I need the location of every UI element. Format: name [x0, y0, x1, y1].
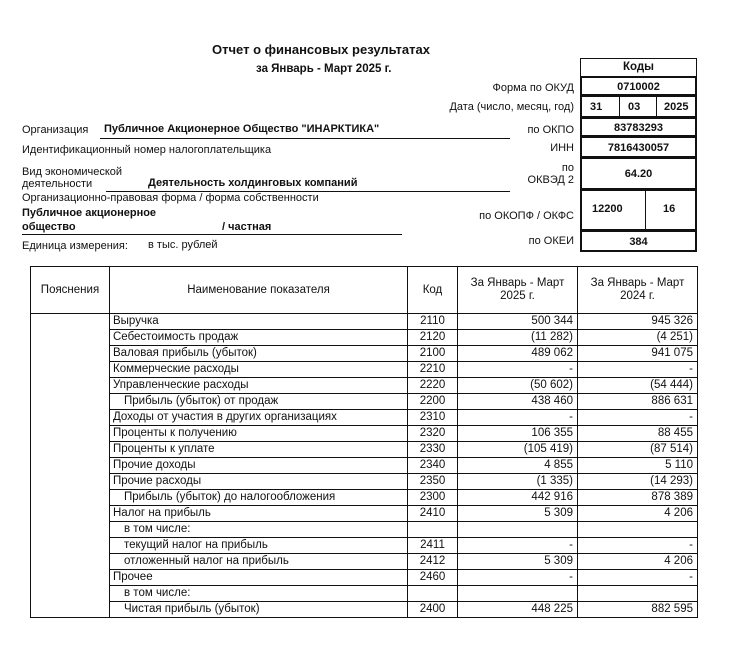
- legal-form-1: Публичное акционерное: [22, 207, 157, 219]
- row-name: текущий налог на прибыль: [110, 538, 408, 554]
- inn-label: Идентификационный номер налогоплательщика: [22, 144, 272, 156]
- codes-header: Коды: [580, 58, 697, 77]
- row-name: в том числе:: [110, 522, 408, 538]
- row-current-value: -: [458, 410, 578, 426]
- notes-cell: [31, 538, 110, 554]
- row-name: в том числе:: [110, 586, 408, 602]
- row-code: 2410: [408, 506, 458, 522]
- unit-value: в тыс. рублей: [148, 239, 218, 251]
- table-row: [31, 442, 698, 458]
- row-previous-value: [578, 586, 698, 602]
- inn-code-label: ИНН: [550, 142, 574, 154]
- row-code: [408, 586, 458, 602]
- row-previous-value: -: [578, 538, 698, 554]
- notes-cell: [31, 346, 110, 362]
- row-current-value: (11 282): [458, 330, 578, 346]
- activity-label-2: деятельности: [22, 178, 93, 190]
- row-code: 2120: [408, 330, 458, 346]
- notes-cell: [31, 506, 110, 522]
- legal-form-label: Организационно-правовая форма / форма собственности: [22, 192, 319, 204]
- table-row: [31, 378, 698, 394]
- row-code: 2310: [408, 410, 458, 426]
- row-current-value: (1 335): [458, 474, 578, 490]
- okud-value: 0710002: [580, 76, 697, 96]
- row-name: Прибыль (убыток) до налогообложения: [110, 490, 408, 506]
- row-name: Себестоимость продаж: [110, 330, 408, 346]
- notes-cell: [31, 442, 110, 458]
- row-previous-value: (14 293): [578, 474, 698, 490]
- notes-cell: [31, 522, 110, 538]
- row-name: Доходы от участия в других организациях: [110, 410, 408, 426]
- row-current-value: 489 062: [458, 346, 578, 362]
- okopf-label: по ОКОПФ / ОКФС: [479, 210, 574, 222]
- row-current-value: 106 355: [458, 426, 578, 442]
- row-previous-value: (4 251): [578, 330, 698, 346]
- table-row: [31, 522, 698, 538]
- okei-label: по ОКЕИ: [528, 235, 574, 247]
- table-row: [31, 570, 698, 586]
- row-current-value: 442 916: [458, 490, 578, 506]
- row-previous-value: 878 389: [578, 490, 698, 506]
- row-name: Выручка: [110, 314, 408, 330]
- okpo-label: по ОКПО: [527, 124, 574, 136]
- table-row: [31, 410, 698, 426]
- col-current-header: За Январь - Март 2025 г.: [458, 267, 578, 314]
- org-label: Организация: [22, 124, 89, 136]
- table-row: [31, 586, 698, 602]
- row-current-value: -: [458, 538, 578, 554]
- row-code: 2400: [408, 602, 458, 618]
- ownership-value: / частная: [222, 221, 272, 233]
- table-row: [31, 426, 698, 442]
- notes-cell: [31, 458, 110, 474]
- row-previous-value: -: [578, 362, 698, 378]
- row-code: 2210: [408, 362, 458, 378]
- table-row: [31, 458, 698, 474]
- notes-cell: [31, 554, 110, 570]
- okopf-box: [580, 189, 697, 231]
- okopf-value: 12200: [592, 203, 623, 215]
- table-row: [31, 474, 698, 490]
- okei-value: 384: [580, 230, 697, 252]
- row-name: Проценты к получению: [110, 426, 408, 442]
- row-name: Проценты к уплате: [110, 442, 408, 458]
- row-current-value: [458, 522, 578, 538]
- row-previous-value: -: [578, 410, 698, 426]
- notes-cell: [31, 474, 110, 490]
- row-previous-value: 88 455: [578, 426, 698, 442]
- row-previous-value: 886 631: [578, 394, 698, 410]
- financial-results-table: [30, 266, 698, 618]
- row-current-value: (50 602): [458, 378, 578, 394]
- notes-cell: [31, 362, 110, 378]
- row-code: 2220: [408, 378, 458, 394]
- row-previous-value: 5 110: [578, 458, 698, 474]
- row-code: 2412: [408, 554, 458, 570]
- row-current-value: 4 855: [458, 458, 578, 474]
- row-name: Валовая прибыль (убыток): [110, 346, 408, 362]
- table-row: [31, 490, 698, 506]
- row-current-value: 448 225: [458, 602, 578, 618]
- okud-label: Форма по ОКУД: [492, 82, 574, 94]
- row-code: 2330: [408, 442, 458, 458]
- notes-cell: [31, 602, 110, 618]
- col-name-header: Наименование показателя: [110, 267, 408, 314]
- row-current-value: 5 309: [458, 554, 578, 570]
- row-current-value: (105 419): [458, 442, 578, 458]
- row-name: Прочие доходы: [110, 458, 408, 474]
- row-previous-value: 882 595: [578, 602, 698, 618]
- okved-value: 64.20: [580, 157, 697, 190]
- org-name: Публичное Акционерное Общество "ИНАРКТИКА": [104, 123, 380, 135]
- col-notes-header: Пояснения: [31, 267, 110, 314]
- row-current-value: -: [458, 570, 578, 586]
- row-code: 2320: [408, 426, 458, 442]
- okfs-value: 16: [663, 203, 676, 215]
- row-code: 2340: [408, 458, 458, 474]
- row-code: 2110: [408, 314, 458, 330]
- notes-cell: [31, 586, 110, 602]
- row-name: Чистая прибыль (убыток): [110, 602, 408, 618]
- date-day: 31: [590, 101, 603, 113]
- table-row: [31, 330, 698, 346]
- notes-cell: [31, 410, 110, 426]
- notes-cell: [31, 570, 110, 586]
- date-year: 2025: [664, 101, 689, 113]
- notes-cell: [31, 378, 110, 394]
- row-code: 2300: [408, 490, 458, 506]
- okpo-value: 83783293: [580, 117, 697, 137]
- col-previous-header: За Январь - Март 2024 г.: [578, 267, 698, 314]
- row-previous-value: 945 326: [578, 314, 698, 330]
- unit-label: Единица измерения:: [22, 240, 128, 252]
- table-row: [31, 394, 698, 410]
- table-row: [31, 346, 698, 362]
- row-current-value: [458, 586, 578, 602]
- row-code: 2350: [408, 474, 458, 490]
- report-period: за Январь - Март 2025 г.: [256, 63, 392, 75]
- table-row: [31, 554, 698, 570]
- row-name: Управленческие расходы: [110, 378, 408, 394]
- row-name: Налог на прибыль: [110, 506, 408, 522]
- table-row: [31, 602, 698, 618]
- okved-label-2: ОКВЭД 2: [527, 174, 574, 186]
- date-box: [580, 95, 697, 118]
- notes-cell: [31, 330, 110, 346]
- table-row: [31, 314, 698, 330]
- row-code: 2200: [408, 394, 458, 410]
- row-name: Прочее: [110, 570, 408, 586]
- row-previous-value: [578, 522, 698, 538]
- row-previous-value: (54 444): [578, 378, 698, 394]
- row-code: 2100: [408, 346, 458, 362]
- okved-label-1: по: [561, 162, 574, 174]
- row-code: 2411: [408, 538, 458, 554]
- row-name: Прибыль (убыток) от продаж: [110, 394, 408, 410]
- col-code-header: Код: [408, 267, 458, 314]
- row-previous-value: 941 075: [578, 346, 698, 362]
- date-month: 03: [628, 101, 641, 113]
- row-name: Прочие расходы: [110, 474, 408, 490]
- table-header-row: [31, 267, 698, 314]
- row-code: [408, 522, 458, 538]
- table-row: [31, 362, 698, 378]
- row-current-value: 5 309: [458, 506, 578, 522]
- row-current-value: 438 460: [458, 394, 578, 410]
- notes-cell: [31, 426, 110, 442]
- row-previous-value: -: [578, 570, 698, 586]
- row-current-value: -: [458, 362, 578, 378]
- activity-label-1: Вид экономической: [22, 166, 123, 178]
- inn-value: 7816430057: [580, 136, 697, 158]
- row-name: Коммерческие расходы: [110, 362, 408, 378]
- report-title: Отчет о финансовых результатах: [212, 42, 430, 57]
- row-previous-value: 4 206: [578, 506, 698, 522]
- table-row: [31, 538, 698, 554]
- date-label: Дата (число, месяц, год): [449, 101, 574, 113]
- legal-form-2: общество: [22, 221, 76, 233]
- notes-cell: [31, 394, 110, 410]
- row-previous-value: 4 206: [578, 554, 698, 570]
- row-code: 2460: [408, 570, 458, 586]
- table-row: [31, 506, 698, 522]
- row-previous-value: (87 514): [578, 442, 698, 458]
- row-current-value: 500 344: [458, 314, 578, 330]
- row-name: отложенный налог на прибыль: [110, 554, 408, 570]
- notes-cell: [31, 490, 110, 506]
- activity-value: Деятельность холдинговых компаний: [148, 177, 358, 189]
- notes-cell: [31, 314, 110, 330]
